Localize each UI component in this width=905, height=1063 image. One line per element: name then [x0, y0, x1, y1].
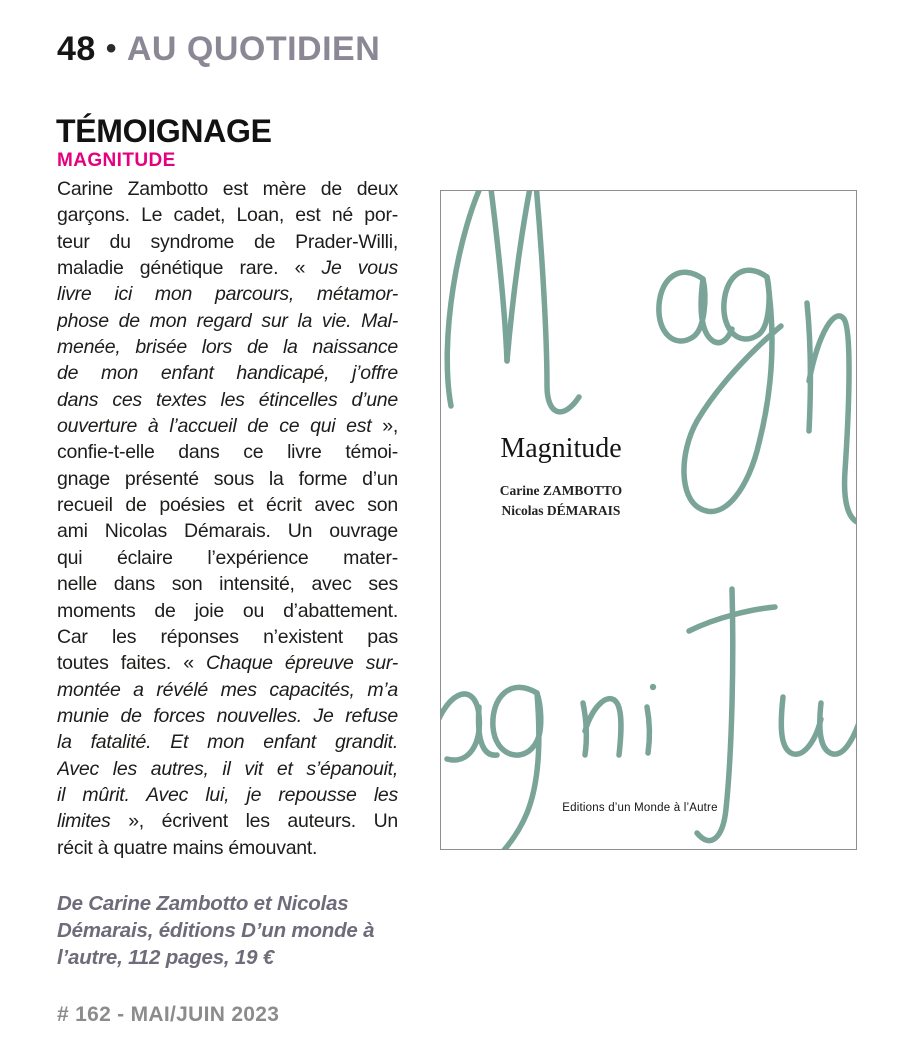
body-line: ouverture à l’accueil de ce qui est », [57, 415, 398, 438]
body-line: toutes faites. « Chaque épreuve sur- [57, 652, 398, 675]
page-number: 48 [57, 30, 96, 68]
article-kicker: TÉMOIGNAGE [56, 113, 272, 149]
body-line: teur du syndrome de Prader-Willi, [57, 230, 398, 253]
text-line: l’autre, 112 pages, 19 € [57, 946, 275, 969]
body-line: il mûrit. Avec lui, je repousse les [57, 783, 398, 806]
body-line: montée a révélé mes capacités, m’a [57, 678, 398, 701]
text-line: Démarais, éditions D’un monde à [57, 919, 375, 942]
body-line: recueil de poésies et écrit avec son [57, 494, 398, 517]
body-line: garçons. Le cadet, Loan, est né por- [57, 204, 398, 227]
body-line: de mon enfant handicapé, j’offre [57, 362, 398, 385]
book-cover-image [440, 190, 857, 850]
body-line: dans ces textes les étincelles d’une [57, 388, 398, 411]
body-line: nelle dans son intensité, avec ses [57, 573, 398, 596]
body-line: livre ici mon parcours, métamor- [57, 283, 398, 306]
text-line: Nicolas DÉMARAIS [501, 503, 621, 518]
body-line: menée, brisée lors de la naissance [57, 336, 398, 359]
cover-title: Magnitude [500, 433, 622, 464]
bullet-separator: • [105, 32, 117, 65]
section-title: AU QUOTIDIEN [126, 30, 381, 68]
article-body [57, 176, 398, 861]
cover-authors [441, 481, 681, 521]
text-line: De Carine Zambotto et Nicolas [57, 892, 349, 915]
body-line: confie-t-elle dans ce livre témoi- [57, 441, 398, 464]
body-line: limites », écrivent les auteurs. Un [57, 810, 398, 833]
body-line: Carine Zambotto est mère de deux [57, 178, 398, 200]
issue-footer: # 162 - MAI/JUIN 2023 [57, 1003, 280, 1026]
body-line: Avec les autres, il vit et s’épanouit, [57, 757, 398, 780]
page-header [57, 30, 380, 69]
body-line: phose de mon regard sur la vie. Mal- [57, 309, 398, 332]
body-line: Car les réponses n’existent pas [57, 625, 398, 648]
text-line: Carine ZAMBOTTO [499, 483, 623, 498]
cover-publisher: Editions d’un Monde à l’Autre [562, 802, 718, 814]
book-credit [57, 890, 374, 971]
body-line: munie de forces nouvelles. Je refuse [57, 704, 398, 727]
body-line: récit à quatre mains émouvant. [57, 836, 318, 859]
article-subtitle: MAGNITUDE [57, 150, 176, 171]
body-line: ami Nicolas Démarais. Un ouvrage [57, 520, 398, 543]
body-line: gnage présenté sous la forme d’un [57, 467, 398, 490]
body-line: la fatalité. Et mon enfant grandit. [57, 731, 398, 754]
body-line: moments de joie ou d’abattement. [57, 599, 398, 622]
body-line: qui éclaire l’expérience mater- [57, 546, 398, 569]
body-line: maladie génétique rare. « Je vous [57, 257, 398, 280]
